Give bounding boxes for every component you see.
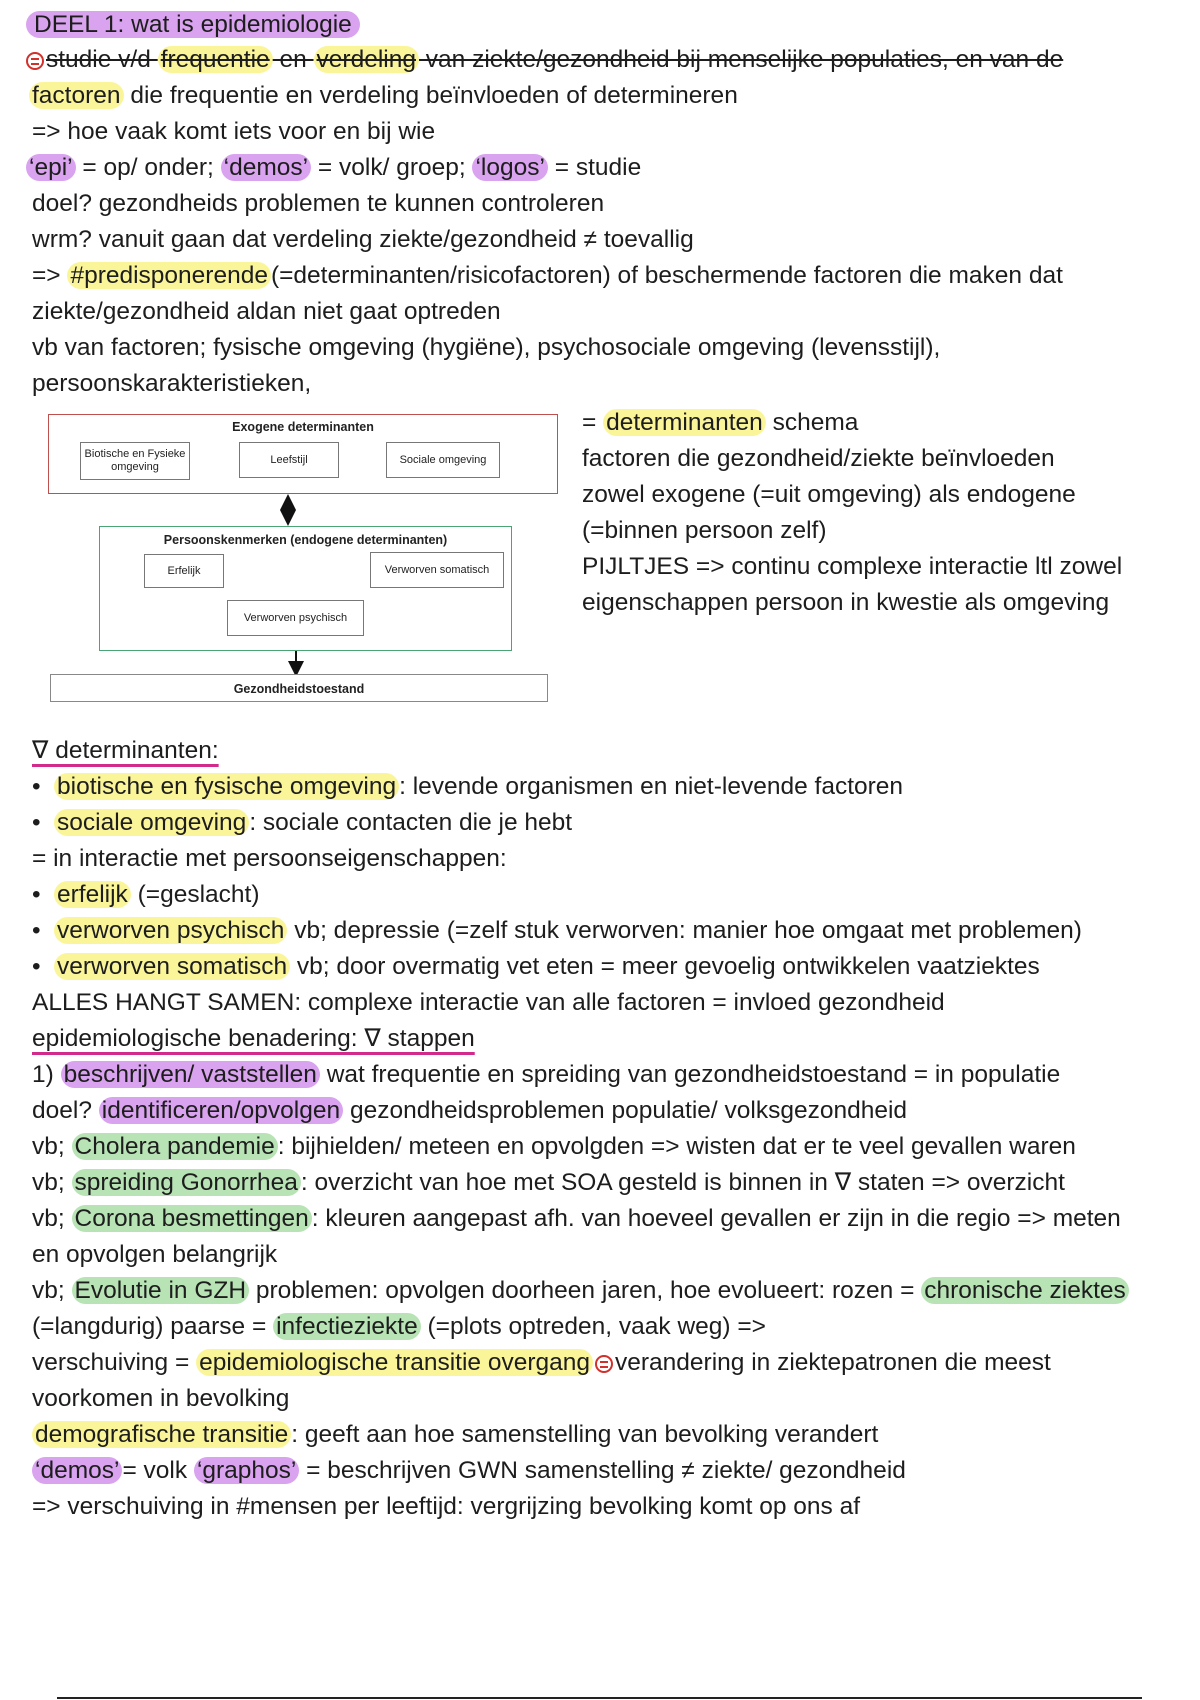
side-line-2: factoren die gezondheid/ziekte beïnvloeden <box>582 445 1055 472</box>
person-title: Persoonskenmerken (endogene determinanten) <box>163 533 448 547</box>
text-line: ‘demos’ = volk ‘graphos’ = beschrijven GWN samenstelling ≠ ziekte/ gezondheid <box>32 1454 906 1488</box>
side-line-1: = determinanten schema <box>582 409 859 436</box>
text-line: vb; Corona besmettingen : kleuren aangepast afh. van hoeveel gevallen er zijn in die regio => meten <box>32 1205 1121 1232</box>
intro-line-3: => hoe vaak komt iets voor en bij wie <box>32 118 436 145</box>
intro-line-1 <box>26 43 1063 77</box>
side-line-6: eigenschappen persoon in kwestie als omgeving <box>582 589 1110 616</box>
list-item: • verworven somatisch vb; door overmatig vet eten = meer gevoelig ontwikkelen vaatziektes <box>32 953 1040 980</box>
psychic-box: Verworven psychisch <box>227 600 364 636</box>
lifestyle-box: Leefstijl <box>239 442 339 478</box>
intro-line-8: ziekte/gezondheid aldan niet gaat optreden <box>32 298 501 325</box>
text-line: vb; Cholera pandemie : bijhielden/ meteen en opvolgden => wisten dat er te veel gevallen waren <box>32 1133 1076 1160</box>
page-title: DEEL 1: wat is epidemiologie <box>26 11 360 38</box>
intro-line-5: doel? gezondheids problemen te kunnen controleren <box>32 190 605 217</box>
intro-line-10: persoonskarakteristieken, <box>32 370 312 397</box>
somatic-box: Verworven somatisch <box>370 552 504 588</box>
health-title: Gezondheidstoestand <box>233 682 365 696</box>
list-item: • erfelijk (=geslacht) <box>32 881 260 908</box>
term-epi: ‘epi’ <box>26 154 76 181</box>
determinants-diagram <box>48 412 558 712</box>
intro-text: die frequentie en verdeling beïnvloeden of determineren <box>123 82 738 109</box>
minus-circle-icon <box>26 52 44 70</box>
text-line: en opvolgen belangrijk <box>32 1241 278 1268</box>
text-line: doel? identificeren/opvolgen gezondheidsproblemen populatie/ volksgezondheid <box>32 1097 908 1124</box>
term-determinanten: determinanten <box>603 409 766 436</box>
hereditary-box: Erfelijk <box>144 554 224 588</box>
term-predisponerende: #predisponerende <box>67 262 271 289</box>
exogenous-title: Exogene determinanten <box>232 420 374 434</box>
side-line-3: zowel exogene (=uit omgeving) als endogene <box>582 481 1076 508</box>
text-line: vb; Evolutie in GZH problemen: opvolgen doorheen jaren, hoe evolueert: rozen = chronische ziektes <box>32 1274 1129 1308</box>
side-line-4: (=binnen persoon zelf) <box>582 517 827 544</box>
biotic-box: Biotische en Fysieke omgeving <box>80 442 190 480</box>
text-line: => verschuiving in #mensen per leeftijd: vergrijzing bevolking komt op ons af <box>32 1493 860 1520</box>
term-factoren: factoren <box>29 82 124 109</box>
section-heading-benadering: epidemiologische benadering: ∇ stappen <box>32 1025 475 1052</box>
intro-line-9: vb van factoren; fysische omgeving (hygiëne), psychosociale omgeving (levensstijl), <box>32 334 941 361</box>
text-line: ALLES HANGT SAMEN: complexe interactie van alle factoren = invloed gezondheid <box>32 989 945 1016</box>
text-line: = in interactie met persoonseigenschappen: <box>32 845 507 872</box>
minus-circle-icon <box>595 1355 613 1373</box>
intro-text: studie v/d frequentie en verdeling van ziekte/gezondheid bij menselijke populaties, en van de <box>46 46 1064 73</box>
title-line <box>26 8 360 42</box>
text-line: voorkomen in bevolking <box>32 1385 290 1412</box>
intro-line-7: => #predisponerende (=determinanten/risicofactoren) of beschermende factoren die maken dat <box>32 262 1063 289</box>
text-line: verschuiving = epidemiologische transitie overgang verandering in ziektepatronen die meest <box>32 1349 1051 1376</box>
intro-line-2 <box>29 79 738 113</box>
intro-line-6: wrm? vanuit gaan dat verdeling ziekte/gezondheid ≠ toevallig <box>32 226 694 253</box>
term-demos: ‘demos’ <box>221 154 311 181</box>
page-bottom-rule <box>57 1697 1142 1699</box>
list-item: • sociale omgeving : sociale contacten die je hebt <box>32 809 573 836</box>
text-line: demografische transitie : geeft aan hoe samenstelling van bevolking verandert <box>32 1418 878 1452</box>
section-heading-determinanten: ∇ determinanten: <box>32 737 219 764</box>
side-line-5: PIJLTJES => continu complexe interactie ltl zowel <box>582 553 1123 580</box>
term-logos: ‘logos’ <box>472 154 547 181</box>
list-item: • verworven psychisch vb; depressie (=zelf stuk verworven: manier hoe omgaat met problemen) <box>32 917 1082 944</box>
text-line: vb; spreiding Gonorrhea : overzicht van hoe met SOA gesteld is binnen in ∇ staten => overzicht <box>32 1169 1065 1196</box>
social-box: Sociale omgeving <box>386 442 500 478</box>
list-item: • biotische en fysische omgeving : levende organismen en niet-levende factoren <box>32 773 904 800</box>
text-line: (=langdurig) paarse = infectieziekte (=plots optreden, vaak weg) => <box>32 1313 766 1340</box>
text-line: 1) beschrijven/ vaststellen wat frequentie en spreiding van gezondheidstoestand = in populatie <box>32 1061 1061 1088</box>
intro-line-4: ‘epi’ = op/ onder; ‘demos’ = volk/ groep; ‘logos’ = studie <box>26 151 641 185</box>
